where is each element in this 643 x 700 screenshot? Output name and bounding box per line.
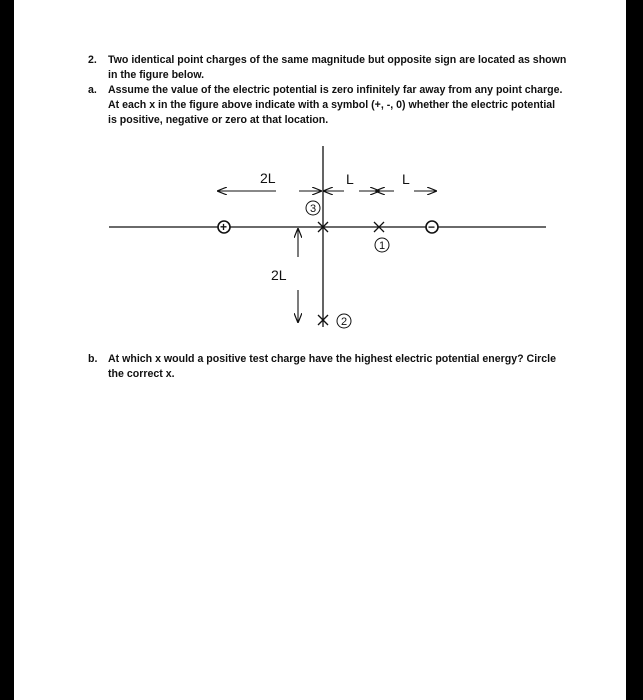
- negative-charge-sign: −: [428, 220, 436, 234]
- part-b-label: b.: [88, 353, 98, 365]
- part-b-line-1: At which x would a positive test charge have the highest electric potential energy? Circle: [108, 353, 556, 365]
- distance-label-2l-vertical: 2L: [271, 267, 287, 283]
- part-a-line-1: Assume the value of the electric potential is zero infinitely far away from any point charge.: [108, 84, 563, 96]
- distance-label-l-1: L: [346, 171, 354, 187]
- marker-2-label: 2: [341, 316, 348, 328]
- marker-1-label: 1: [379, 240, 386, 252]
- question-line-2: in the figure below.: [108, 69, 205, 81]
- document-page: [14, 0, 626, 700]
- part-b-line-2: the correct x.: [108, 368, 175, 380]
- distance-label-l-2: L: [402, 171, 410, 187]
- question-line-1: Two identical point charges of the same magnitude but opposite sign are located as shown: [108, 54, 567, 66]
- positive-charge-sign: +: [220, 220, 228, 234]
- part-a-line-2: At each x in the figure above indicate with a symbol (+, -, 0) whether the electric potential: [108, 99, 556, 111]
- marker-3-label: 3: [310, 203, 317, 215]
- part-a-label: a.: [88, 84, 97, 96]
- distance-label-2l-horizontal: 2L: [260, 170, 276, 186]
- question-number: 2.: [88, 54, 97, 66]
- part-a-line-3: is positive, negative or zero at that location.: [108, 114, 329, 126]
- charge-figure: [14, 0, 626, 700]
